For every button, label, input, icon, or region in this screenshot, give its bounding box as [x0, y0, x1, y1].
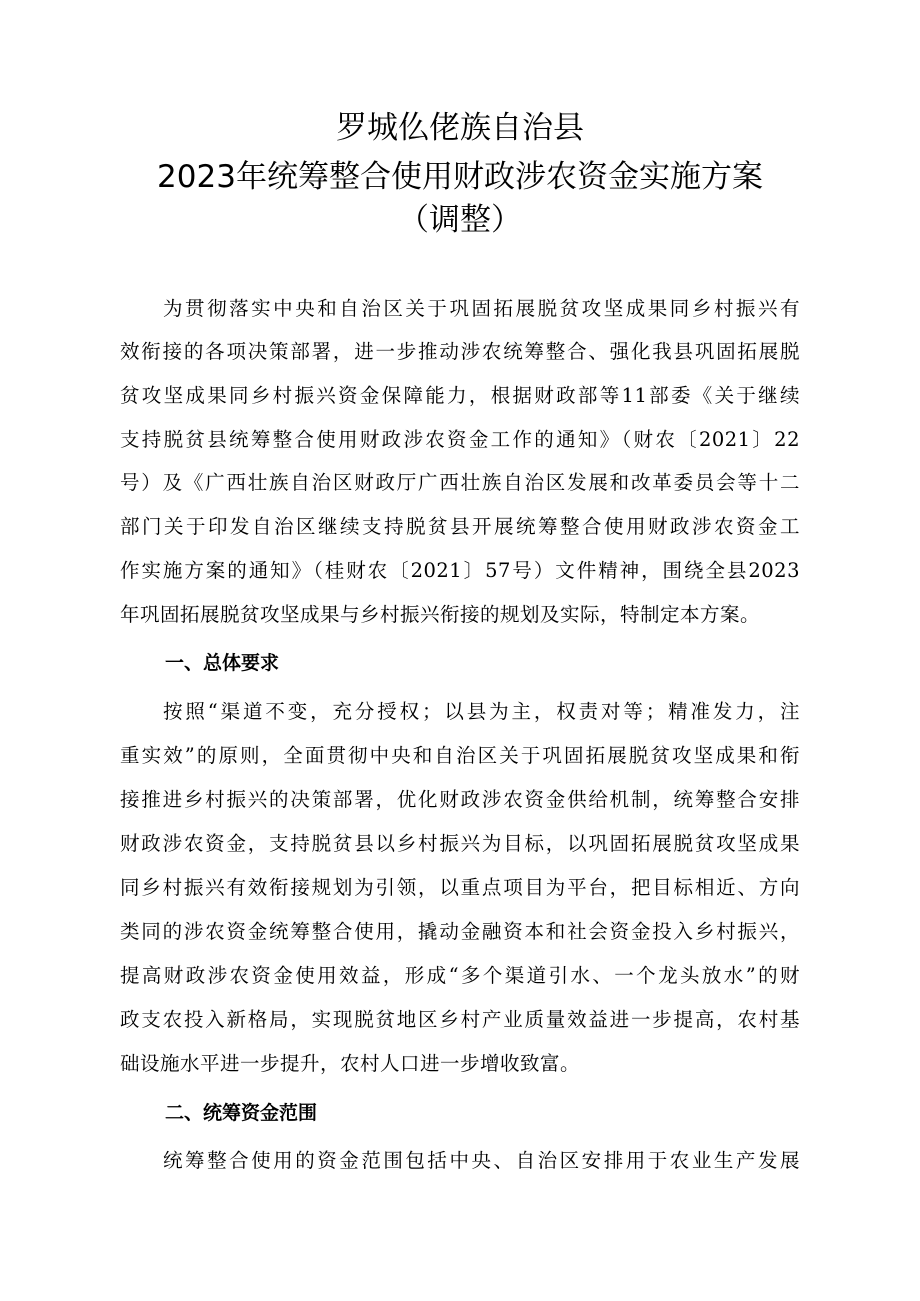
section-heading-overall-requirements: 一、总体要求	[165, 652, 280, 674]
paragraph-1-line-1: 为贯彻落实中央和自治区关于巩固拓展脱贫攻坚成果同乡村振兴有	[163, 297, 800, 320]
paragraph-2-line-1: 按照“渠道不变，充分授权；以县为主，权责对等；精准发力，注	[163, 700, 800, 723]
paragraph-1-line-5: 号）及《广西壮族自治区财政厅广西壮族自治区发展和改革委员会等十二	[120, 471, 800, 494]
paragraph-2-line-9: 础设施水平进一步提升，农村人口进一步增收致富。	[120, 1052, 581, 1075]
paragraph-2-line-5: 同乡村振兴有效衔接规划为引领，以重点项目为平台，把目标相近、方向	[120, 876, 800, 899]
paragraph-2-line-2: 重实效”的原则，全面贯彻中央和自治区关于巩固拓展脱贫攻坚成果和衔	[120, 744, 800, 767]
paragraph-1-line-3: 贫攻坚成果同乡村振兴资金保障能力，根据财政部等11部委《关于继续	[120, 384, 800, 407]
document-title-line-1: 罗城仫佬族自治县	[336, 110, 584, 146]
paragraph-2-line-3: 接推进乡村振兴的决策部署，优化财政涉农资金供给机制，统筹整合安排	[120, 788, 800, 811]
paragraph-1-line-6: 部门关于印发自治区继续支持脱贫县开展统筹整合使用财政涉农资金工	[120, 515, 800, 538]
paragraph-1-line-8: 年巩固拓展脱贫攻坚成果与乡村振兴衔接的规划及实际，特制定本方案。	[120, 603, 761, 626]
paragraph-1-line-4: 支持脱贫县统筹整合使用财政涉农资金工作的通知》（财农〔2021〕22	[120, 428, 800, 451]
document-title-line-2: 2023年统筹整合使用财政涉农资金实施方案	[157, 159, 763, 195]
paragraph-2-line-7: 提高财政涉农资金使用效益，形成“多个渠道引水、一个龙头放水”的财	[120, 964, 800, 987]
paragraph-3-line-1: 统筹整合使用的资金范围包括中央、自治区安排用于农业生产发展	[163, 1149, 800, 1172]
paragraph-2-line-4: 财政涉农资金，支持脱贫县以乡村振兴为目标，以巩固拓展脱贫攻坚成果	[120, 832, 800, 855]
paragraph-2-line-8: 政支农投入新格局，实现脱贫地区乡村产业质量效益进一步提高，农村基	[120, 1008, 800, 1031]
document-title-line-3: （调整）	[398, 202, 522, 238]
section-heading-fund-scope: 二、统筹资金范围	[165, 1102, 318, 1124]
paragraph-1-line-7: 作实施方案的通知》（桂财农〔2021〕57号）文件精神，围绕全县2023	[120, 559, 800, 582]
paragraph-1-line-2: 效衔接的各项决策部署，进一步推动涉农统筹整合、强化我县巩固拓展脱	[120, 340, 800, 363]
paragraph-2-line-6: 类同的涉农资金统筹整合使用，撬动金融资本和社会资金投入乡村振兴，	[120, 920, 800, 943]
